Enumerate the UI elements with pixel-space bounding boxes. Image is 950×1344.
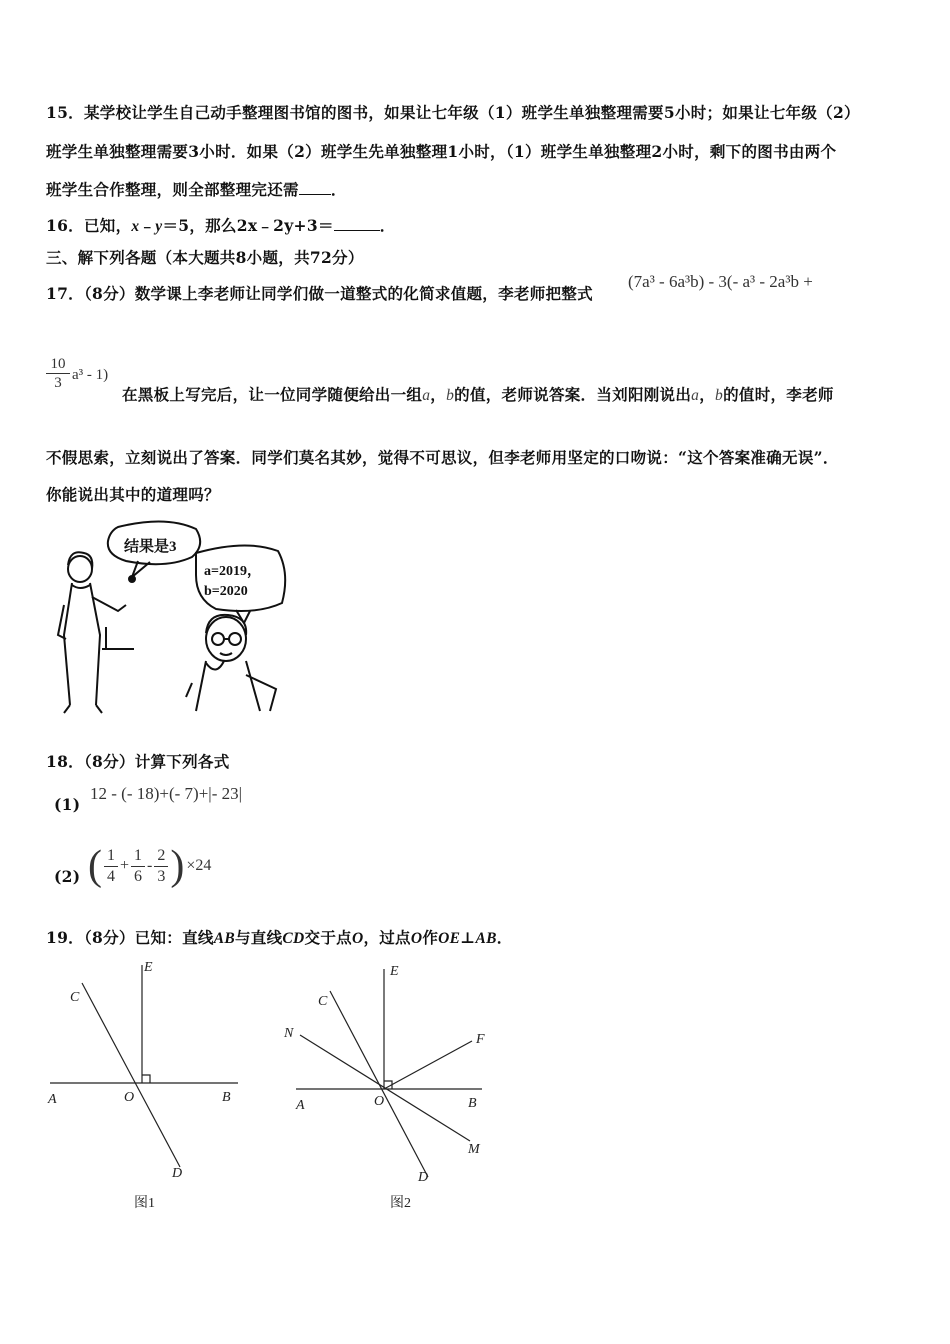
q16-minus: ﹣: [139, 216, 156, 235]
line-ab: AB: [213, 930, 235, 947]
oe-perp-ab: OE⊥AB: [438, 930, 497, 947]
fraction-2: [131, 846, 145, 887]
teacher-student-illustration: [46, 515, 296, 715]
q19-prefix: 19．（8分）已知：直线: [46, 928, 214, 947]
label-o-2: O: [374, 1094, 385, 1109]
var-a: a: [422, 387, 431, 404]
q17-line-2a: 在黑板上写完后，让一位同学随便给出一组: [122, 385, 423, 404]
q19-mid3: ，过点: [363, 928, 411, 947]
q19-mid2: 交于点: [304, 928, 352, 947]
fraction-3: [154, 846, 168, 887]
label-e: E: [144, 960, 153, 975]
label-a-2: A: [296, 1098, 305, 1113]
q15-line-3: [46, 178, 347, 200]
times-24: ×24: [186, 857, 212, 874]
q16-eq: ＝5，那么: [162, 216, 237, 235]
q18-part-1-label: (1): [54, 795, 81, 814]
var-a-2: a: [691, 387, 700, 404]
q19-mid1: 与直线: [235, 928, 283, 947]
q16-y: y: [155, 218, 163, 235]
q16-expr: 2x﹣2y+3: [236, 216, 318, 235]
q15-end: ．: [330, 180, 347, 199]
q16-prefix: 16．已知，: [46, 216, 132, 235]
left-paren: (: [88, 843, 102, 889]
label-f: F: [476, 1032, 485, 1047]
fraction-2-numerator: 1: [131, 846, 145, 867]
q15-line-3-text: 班学生合作整理，则全部整理完还需: [46, 180, 299, 199]
q15-line-1: 15．某学校让学生自己动手整理图书馆的图书，如果让七年级（1）班学生单独整理需要5小时；如果让七年级（2）: [46, 103, 860, 122]
teacher-bubble-text: 结果是3: [124, 539, 177, 555]
label-e-2: E: [390, 964, 399, 979]
plus-sign: +: [120, 857, 130, 874]
point-o-2: O: [410, 930, 423, 947]
q16-x: x: [131, 218, 140, 235]
figure-2: [280, 955, 510, 1225]
q17-comma-2: ，: [699, 385, 716, 404]
right-paren: ): [170, 843, 185, 889]
figure-1-caption: 图1: [134, 1196, 155, 1211]
student-bubble-line-1: a=2019，: [204, 564, 261, 579]
q17-expression-2: a³ - 1): [72, 367, 109, 383]
q16-line: [46, 214, 396, 236]
q18-title: 18．（8分）计算下列各式: [46, 752, 230, 771]
label-o: O: [124, 1090, 135, 1105]
fraction-denominator: 3: [54, 375, 62, 391]
q17-line-3: 不假思索，立刻说出了答案．同学们莫名其妙，觉得不可思议，但李老师用坚定的口吻说：“这个答案准确无误”．: [46, 448, 839, 467]
q19-mid4: 作: [422, 928, 439, 947]
label-b: B: [222, 1090, 231, 1105]
answer-blank-15: [299, 180, 331, 195]
answer-blank-16: [334, 216, 380, 231]
q17-line-4: 你能说出其中的道理吗？: [46, 485, 220, 504]
var-b: b: [446, 387, 455, 404]
q16-end: ．: [379, 216, 396, 235]
fraction-1-denominator: 4: [107, 867, 115, 885]
label-b-2: B: [468, 1096, 477, 1111]
fraction-1-numerator: 1: [104, 846, 118, 867]
student-bubble-line-2: b=2020: [204, 584, 248, 599]
q17-line-2c: 的值时，李老师: [723, 385, 834, 404]
fraction-3-numerator: 2: [154, 846, 168, 867]
fraction-numerator: 10: [46, 355, 70, 374]
label-c-2: C: [318, 994, 328, 1009]
label-d-2: D: [418, 1170, 429, 1185]
q17-line-2b: 的值，老师说答案．当刘阳刚说出: [454, 385, 692, 404]
right-angle-mark-fig1: [142, 1075, 150, 1083]
q15-line-2: 班学生单独整理需要3小时．如果（2）班学生先单独整理1小时，（1）班学生单独整理2小时，剩下的图书由两个: [46, 142, 837, 161]
q17-fraction: [46, 355, 70, 392]
q17-comma: ，: [430, 385, 447, 404]
var-b-2: b: [715, 387, 724, 404]
q19-end: ．: [496, 928, 513, 947]
q18-part-2-expression: [88, 842, 211, 890]
q16-eq2: ＝: [317, 216, 334, 235]
q18-part-2-label: (2): [54, 867, 81, 886]
section-3-heading: 三、解下列各题（本大题共8小题，共72分）: [46, 248, 364, 267]
point-o: O: [351, 930, 364, 947]
line-cd: CD: [282, 930, 305, 947]
fraction-2-denominator: 6: [134, 867, 143, 885]
minus-sign: -: [147, 857, 153, 874]
q17-line-2: [122, 383, 834, 405]
q19-line: [46, 926, 513, 948]
q18-part-1-expression: 12 - (- 18)+(- 7)+|- 23|: [90, 784, 243, 803]
ray-of-fig2: [384, 1041, 472, 1089]
q17-line-1: 17．（8分）数学课上李老师让同学们做一道整式的化简求值题，李老师把整式: [46, 284, 593, 303]
q17-expression-1: (7a³ - 6a³b) - 3(- a³ - 2a³b +: [628, 272, 813, 291]
label-a: A: [48, 1092, 57, 1107]
label-n: N: [284, 1026, 294, 1041]
figure-1: [40, 955, 260, 1225]
fraction-1: [104, 846, 118, 887]
figure-2-caption: 图2: [390, 1196, 411, 1211]
fraction-3-denominator: 3: [157, 867, 166, 885]
label-m: M: [468, 1142, 480, 1157]
label-d: D: [172, 1166, 183, 1181]
label-c: C: [70, 990, 80, 1005]
line-cd-fig1: [82, 983, 180, 1167]
